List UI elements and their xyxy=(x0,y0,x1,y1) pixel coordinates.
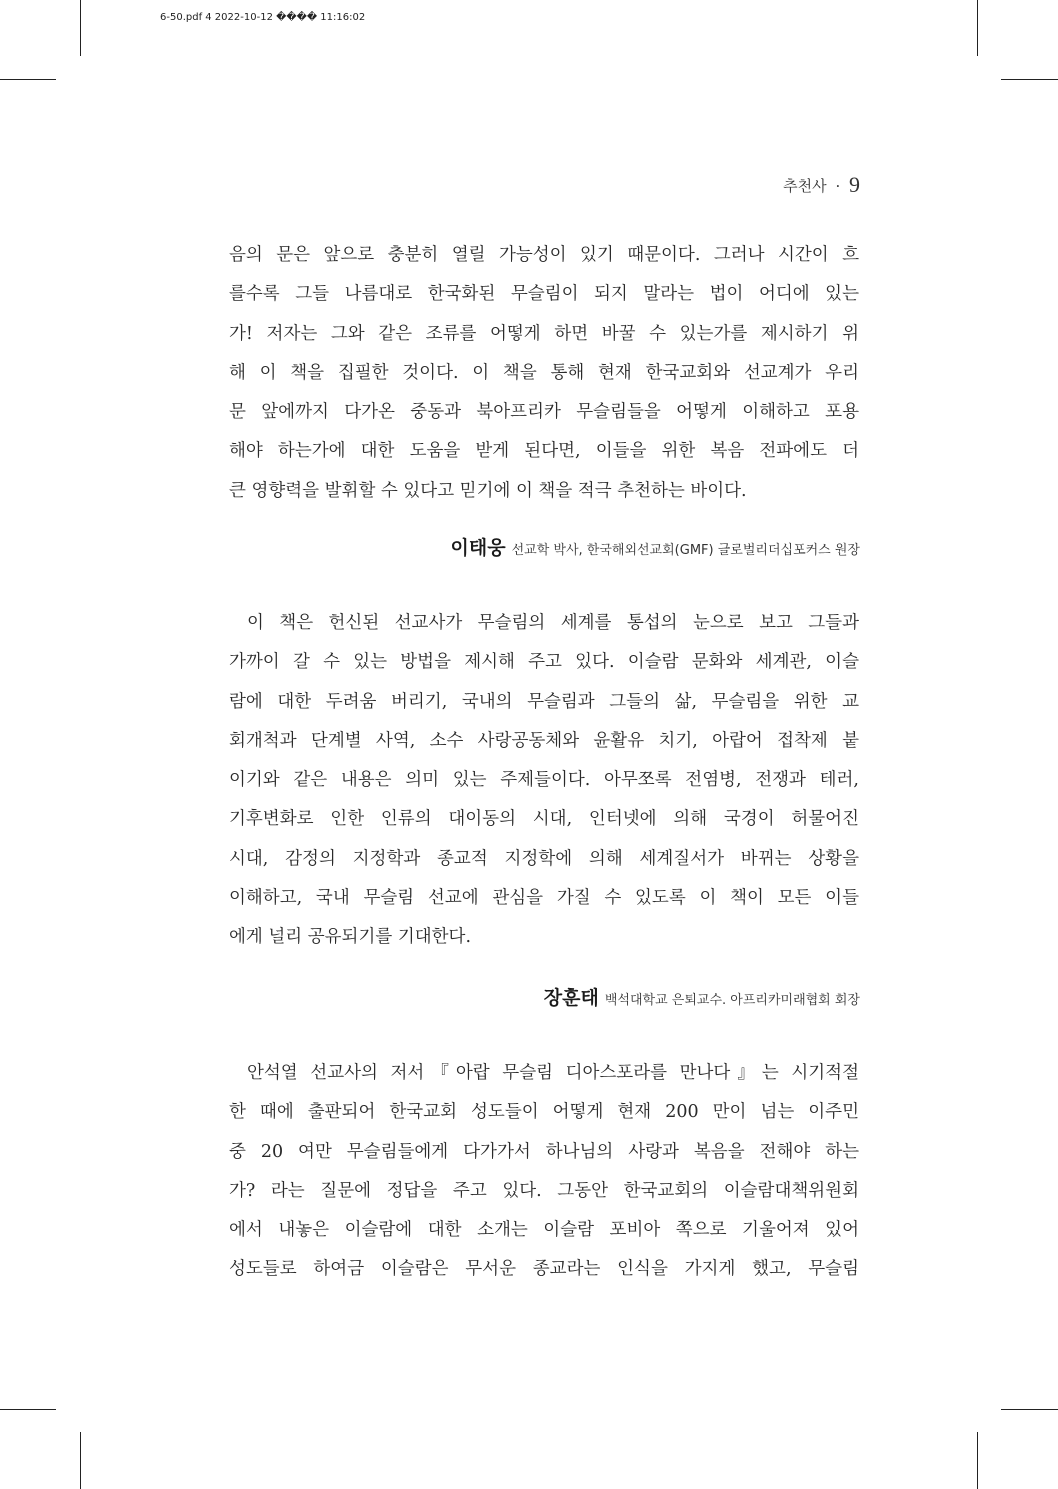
text-line: 회개척과 단계별 사역, 소수 사랑공동체와 윤활유 치기, 아랍어 접착제 붙 xyxy=(229,730,859,751)
recommender-title: 백석대학교 은퇴교수. 아프리카미래협회 회장 xyxy=(604,993,860,1008)
text-line: 중 20 여만 무슬림들에게 다가가서 하나님의 사랑과 복음을 전해야 하는 xyxy=(229,1141,859,1162)
crop-mark-top-right xyxy=(977,0,978,56)
text-line: 큰 영향력을 발휘할 수 있다고 믿기에 이 책을 적극 추천하는 바이다. xyxy=(229,480,747,501)
recommender-title: 선교학 박사, 한국해외선교회(GMF) 글로벌리더십포커스 원장 xyxy=(511,543,860,558)
recommender-name: 장훈태 xyxy=(543,987,599,1009)
running-header xyxy=(783,172,860,198)
recommendation-paragraph-2 xyxy=(229,604,859,958)
text-line: 이기와 같은 내용은 의미 있는 주제들이다. 아무쪼록 전염병, 전쟁과 테러, xyxy=(229,770,859,791)
page-number: 9 xyxy=(849,172,860,197)
text-line: 이 책은 헌신된 선교사가 무슬림의 세계를 통섭의 눈으로 보고 그들과 xyxy=(247,613,859,633)
text-line: 문 앞에까지 다가온 중동과 북아프리카 무슬림들을 어떻게 이해하고 포용 xyxy=(229,402,859,423)
text-line: 음의 문은 앞으로 충분히 열릴 가능성이 있기 때문이다. 그러나 시간이 흐 xyxy=(229,245,859,265)
text-line: 가까이 갈 수 있는 방법을 제시해 주고 있다. 이슬람 문화와 세계관, 이슬 xyxy=(229,652,859,673)
text-line: 이해하고, 국내 무슬림 선교에 관심을 가질 수 있도록 이 책이 모든 이들 xyxy=(229,888,859,909)
text-line: 람에 대한 두려움 버리기, 국내의 무슬림과 그들의 삶, 무슬림을 위한 교 xyxy=(229,691,859,712)
crop-mark-top-left-horizontal xyxy=(0,79,56,80)
text-line: 한 때에 출판되어 한국교회 성도들이 어떻게 현재 200 만이 넘는 이주민 xyxy=(229,1102,859,1123)
text-line: 에서 내놓은 이슬람에 대한 소개는 이슬람 포비아 쪽으로 기울어져 있어 xyxy=(229,1220,859,1241)
crop-mark-bottom-left-horizontal xyxy=(0,1409,56,1410)
crop-mark-top-left xyxy=(80,0,81,56)
crop-mark-bottom-left xyxy=(80,1432,81,1489)
text-line: 를수록 그들 나름대로 한국화된 무슬림이 되지 말라는 법이 어디에 있는 xyxy=(229,284,859,305)
text-line: 안석열 선교사의 저서『아랍 무슬림 디아스포라를 만나다』는 시기적절 xyxy=(247,1063,859,1083)
text-line: 가? 라는 질문에 정답을 주고 있다. 그동안 한국교회의 이슬람대책위원회 xyxy=(229,1180,859,1201)
text-line: 에게 널리 공유되기를 기대한다. xyxy=(229,927,472,948)
text-line: 기후변화로 인한 인류의 대이동의 시대, 인터넷에 의해 국경이 허물어진 xyxy=(229,809,859,830)
text-line: 해야 하는가에 대한 도움을 받게 된다면, 이들을 위한 복음 전파에도 더 xyxy=(229,441,859,462)
signature-2 xyxy=(544,983,860,1010)
recommendation-paragraph-3 xyxy=(229,1054,859,1290)
print-slug: 6-50.pdf 4 2022-10-12 ���� 11:16:02 xyxy=(160,12,366,23)
header-separator: · xyxy=(835,177,841,195)
text-line: 가! 저자는 그와 같은 조류를 어떻게 하면 바꿀 수 있는가를 제시하기 위 xyxy=(229,323,859,344)
signature-1 xyxy=(451,533,860,560)
crop-mark-top-right-horizontal xyxy=(1001,79,1058,80)
crop-mark-bottom-right xyxy=(977,1432,978,1489)
crop-mark-bottom-right-horizontal xyxy=(1001,1409,1058,1410)
header-section-title: 추천사 xyxy=(783,177,827,195)
recommendation-paragraph-1 xyxy=(229,236,859,511)
recommender-name: 이태웅 xyxy=(450,537,506,559)
text-line: 해 이 책을 집필한 것이다. 이 책을 통해 현재 한국교회와 선교계가 우리 xyxy=(229,362,859,383)
text-line: 시대, 감정의 지정학과 종교적 지정학에 의해 세계질서가 바뀌는 상황을 xyxy=(229,848,859,869)
text-line: 성도들로 하여금 이슬람은 무서운 종교라는 인식을 가지게 했고, 무슬림 xyxy=(229,1259,859,1280)
